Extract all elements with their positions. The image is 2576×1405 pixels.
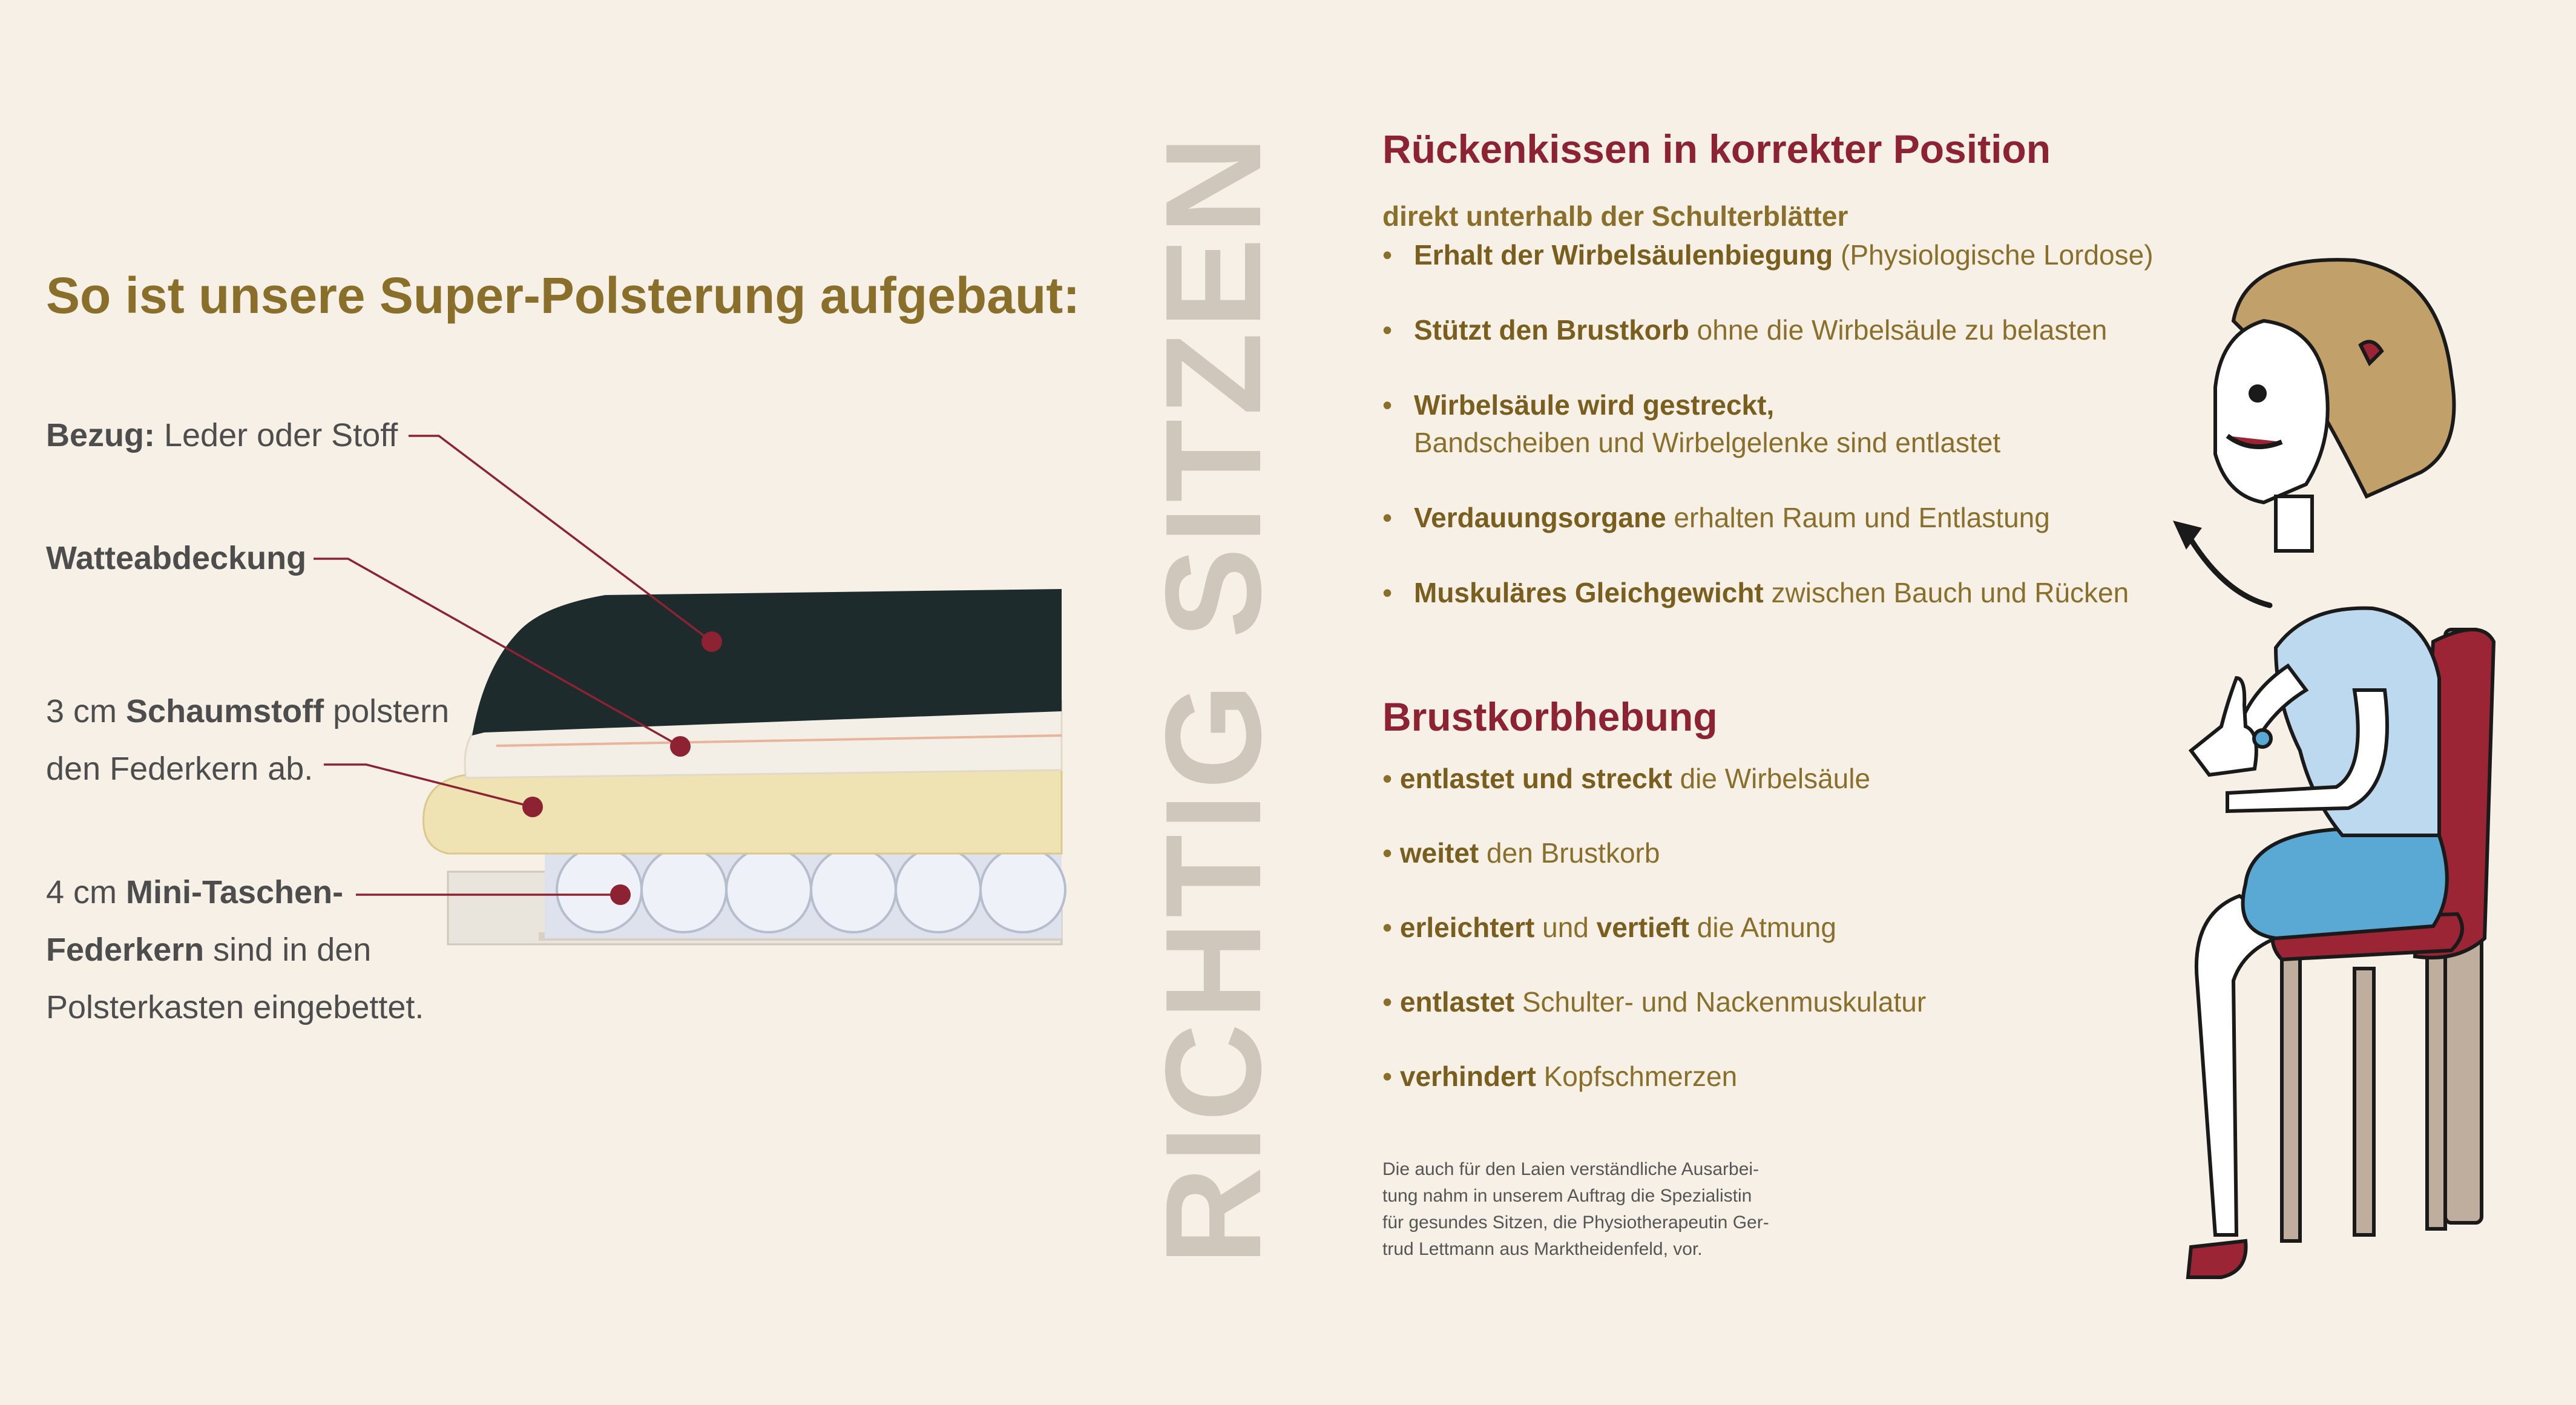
list-item [1382,983,1926,1058]
list-item-text: erhalten Raum und Entlastung [1666,502,2050,533]
list-item-bold: erleichtert [1399,912,1535,943]
list-item-bold: entlastet und streckt [1399,763,1672,794]
list-item-text: Kopfschmerzen [1536,1061,1738,1092]
vertical-title: RICHTIG SITZEN [1137,132,1289,1265]
list-item-bullet: • [1382,1061,1400,1092]
list-item-text: (Physiologische Lordose) [1833,239,2154,271]
label-federkern-line2-bold: Federkern [46,932,205,968]
list-item [1382,236,2154,274]
list-item-text: den Brustkorb [1479,837,1660,869]
list-item-text: Schulter- und Nackenmuskulatur [1514,986,1927,1018]
list-item [1382,499,2154,536]
cushion-cross-section-image [0,0,1089,969]
list-item [1382,909,1926,983]
list-item-bold: entlastet [1399,986,1515,1018]
footnote-line: tung nahm in unserem Auftrag die Spezialistin [1382,1186,1752,1206]
leader-dot-springs [610,884,631,905]
label-bezug-text: Leder oder Stoff [154,417,398,453]
list-item-bold: Stützt den Brustkorb [1414,314,1689,346]
list-item-text: ohne die Wirbelsäule zu belasten [1689,314,2108,346]
footnote-line: trud Lettmann aus Marktheidenfeld, vor. [1382,1239,1703,1259]
list-item-bold: Muskuläres Gleichgewicht [1414,577,1764,608]
list-item-mid: und [1534,912,1597,943]
list-item [1382,386,2154,461]
list-item-line2: Bandscheiben und Wirbelgelenke sind entlastet [1414,427,2001,458]
list-item-bullet: • [1382,837,1400,869]
cushion-cover-layer [472,589,1062,735]
list-item-bullet: • [1382,912,1400,943]
curved-arrow-icon [2173,521,2270,605]
list-item-bold: weitet [1399,837,1479,869]
cushion-foam-layer [424,768,1062,854]
footnote-line: für gesundes Sitzen, die Physiotherapeutin Ger- [1382,1213,1769,1232]
left-title: So ist unsere Super-Polsterung aufgebaut: [46,267,1080,324]
leader-dot-wadding [670,736,691,757]
leader-dot-foam [522,797,543,817]
label-schaumstoff-line2: den Federkern ab. [46,751,314,787]
list-item-bullet: • [1382,763,1400,794]
list-item [1382,834,1926,909]
footnote [1382,1156,1818,1263]
label-federkern-pre: 4 cm [46,874,126,910]
footnote-line: Die auch für den Laien verständliche Ausarbei- [1382,1159,1760,1179]
woman-on-chair-illustration [2155,254,2542,1295]
list-item-bold: Verdauungsorgane [1414,502,1666,533]
list-item-text: die Wirbelsäule [1672,763,1871,794]
list-item-bold: verhindert [1399,1061,1536,1092]
section2-list [1382,760,1926,1132]
list-item-bold: Erhalt der Wirbelsäulenbiegung [1414,239,1833,271]
head [2215,260,2454,551]
section2-title: Brustkorbhebung [1382,694,1718,739]
list-item [1382,760,1926,834]
label-schaumstoff-bold: Schaumstoff [126,693,324,729]
label-federkern-line2-text: sind in den [204,932,372,968]
list-item [1382,1058,1926,1132]
label-federkern-line3: Polsterkasten eingebettet. [46,989,424,1025]
section1-list [1382,236,2154,611]
leader-dot-cover [702,631,722,652]
label-federkern-bold: Mini-Taschen- [126,874,344,910]
label-watte-bold: Watteabdeckung [46,540,307,576]
section1-title: Rückenkissen in korrekter Position [1382,127,2051,171]
list-item [1382,311,2154,349]
list-item-bold: Wirbelsäule wird gestreckt, [1414,389,1775,421]
list-item [1382,574,2154,611]
list-item-bullet: • [1382,986,1400,1018]
label-schaumstoff-pre: 3 cm [46,693,126,729]
label-schaumstoff-text: polstern [324,693,450,729]
section1-subtitle: direkt unterhalb der Schulterblätter [1382,200,1848,232]
label-bezug-bold: Bezug: [46,417,155,453]
list-item-bold2: vertieft [1596,912,1690,943]
dress [2243,829,2447,938]
list-item-text: die Atmung [1689,912,1836,943]
list-item-text: zwischen Bauch und Rücken [1763,577,2129,608]
